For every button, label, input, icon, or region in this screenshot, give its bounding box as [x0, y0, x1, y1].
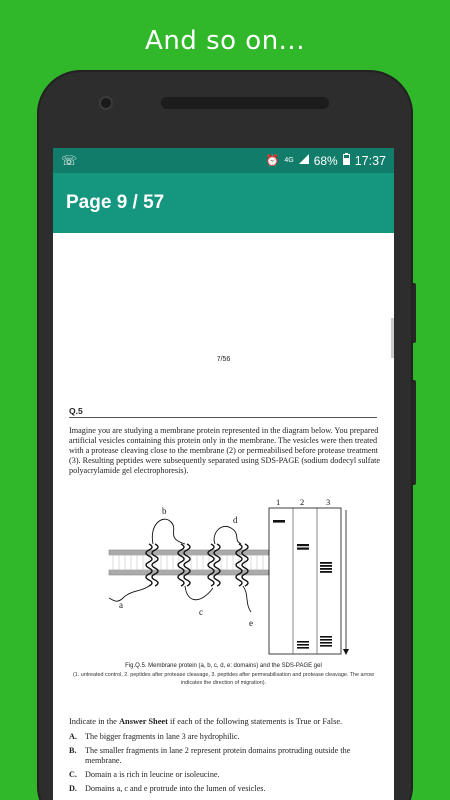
scroll-indicator[interactable] — [391, 318, 394, 358]
answer-sheet-label: Answer Sheet — [119, 717, 168, 726]
status-bar — [53, 148, 394, 173]
statement-letter: D. — [69, 784, 77, 793]
svg-text:d: d — [233, 515, 238, 525]
statement-text: Domain a is rich in leucine or isoleucine. — [85, 770, 220, 779]
statement-text: Domains a, c and e protrude into the lumen of vesicles. — [85, 784, 266, 793]
app-bar — [53, 173, 394, 233]
statement-letter: C. — [69, 770, 77, 779]
statement-letter: A. — [69, 732, 77, 741]
statement-text: The bigger fragments in lane 3 are hydrophilic. — [85, 732, 240, 741]
svg-text:e: e — [249, 618, 253, 628]
svg-text:b: b — [162, 506, 167, 516]
svg-text:c: c — [199, 607, 203, 617]
battery-percent: 68% — [313, 153, 338, 168]
statement-list — [69, 732, 381, 798]
membrane-protein-figure — [101, 494, 369, 668]
front-camera — [99, 96, 113, 110]
network-label: 4G — [284, 157, 294, 164]
svg-text:1: 1 — [276, 497, 281, 507]
protein-loops — [109, 519, 251, 612]
earpiece-speaker — [161, 97, 329, 109]
battery-icon — [343, 153, 350, 168]
page-indicator-title: Page 9 / 57 — [66, 192, 165, 213]
clock: 17:37 — [354, 153, 386, 168]
alarm-icon: ⏰ — [265, 155, 280, 167]
svg-text:a: a — [119, 600, 123, 610]
sds-page-gel — [269, 497, 349, 655]
promo-headline: And so on... — [145, 26, 305, 56]
svg-text:2: 2 — [300, 497, 305, 507]
question-paragraph: Imagine you are studying a membrane protein represented in the diagram below. You prepared artificial vesicles containing this protein only in the membrane. The vesicles were then treated with a protease cleaving close to the membrane (2) or permeabilised before protease treatment (3). Resulting peptides were subsequently separated using SDS-PAGE (sodium dodecyl sulfate polyacrylamide gel electrophoresis). — [69, 426, 380, 475]
svg-text:3: 3 — [326, 497, 331, 507]
question-number: Q.5 — [69, 406, 83, 416]
pdf-page-view[interactable] — [53, 233, 394, 800]
statement-item — [69, 784, 381, 794]
figure-caption-title: Fig.Q.5. Membrane protein (a, b, c, d, e: domains) and the SDS-PAGE gel — [125, 663, 322, 669]
page-number: 7/56 — [216, 356, 231, 363]
statement-item — [69, 770, 381, 780]
signal-icon — [299, 154, 309, 167]
statement-letter: B. — [69, 746, 77, 755]
notification-icon: ☏ — [61, 152, 78, 168]
statement-text: The smaller fragments in lane 2 represent protein domains protruding outside the membrane. — [85, 746, 351, 765]
statement-item — [69, 732, 381, 742]
figure-caption-body: (1. untreated control, 2. peptides after protease cleavage, 3. peptides after permeabilisation and protease cleavage. The arrow indicates the direction of migration). — [72, 672, 375, 686]
statement-item — [69, 746, 381, 766]
question-divider — [69, 417, 377, 418]
instruction-text: Indicate in the Answer Sheet if each of the following statements is True or False. — [69, 717, 343, 726]
phone-screen — [53, 148, 394, 800]
